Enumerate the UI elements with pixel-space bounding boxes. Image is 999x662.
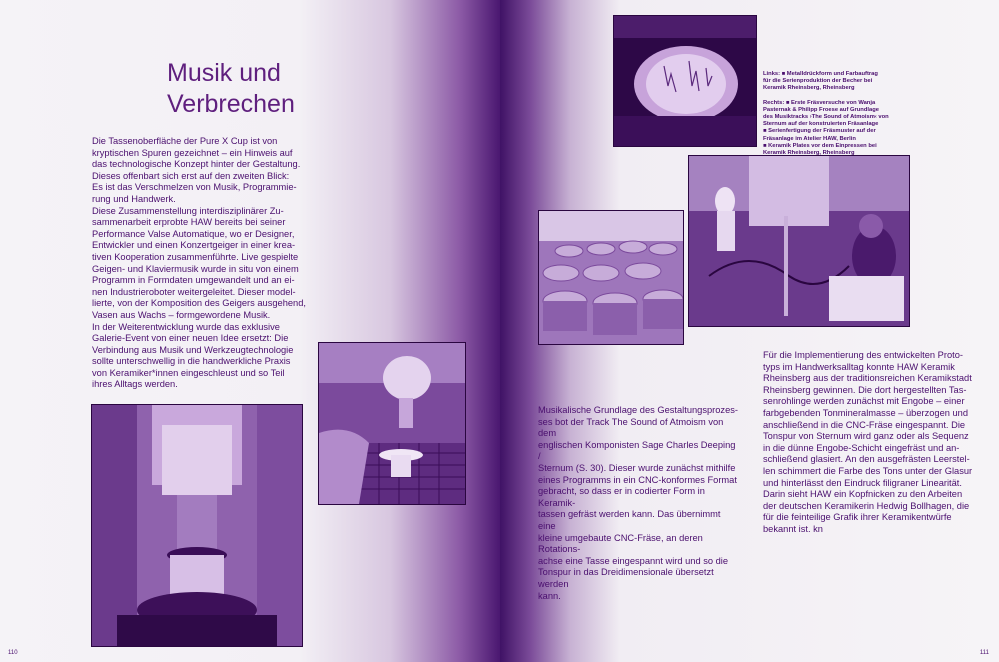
photo-clay-plates — [538, 210, 684, 345]
right-middle-body-text: Musikalische Grundlage des Gestaltungsprozes- ses bot der Track The Sound of Atmoism von dem englischen Komponisten Sage Charles Deeping / Sternum (S. 30). Dieser wurde zunächst mithilfe eines Programms in ein CNC-konformes Format gebracht, so dass er in codierter Form in Keramik- tassen gefräst werden kann. Das übernimmt eine kleine umgebaute CNC-Fräse, an deren Rotations- achse eine Tasse eingespannt wird und so die Tonspur in das Dreidimensionale übersetzt werden kann. — [538, 405, 738, 601]
right-body-text: Für die Implementierung des entwickelten Proto- typs im Handwerksalltag konnte HAW Keramik Rheinsberg aus der traditionsreichen Keramikstadt Rheinsberg gewinnen. Die dort hergestellten Tas- senrohlinge werden zunächst mit Engobe – einer farbgebenden Tonmineralmasse – überzogen und anschließend in die CNC-Fräse eingespannt. Die Tonspur von Sternum wird ganz oder als Sequenz in die dünne Engobe-Schicht eingefräst und an- schließend glasiert. An den ausgefrästen Leerstel- len schimmert die Farbe des Tons unter der Glasur und hinterlässt den Eindruck filigraner Linearität. Darin sieht HAW ein Kopfnicken zu den Arbeiten der deutschen Keramikerin Hedwig Bollhagen, die für die feinteilige Grafik ihrer Keramikentwürfe bekannt ist. kn — [763, 350, 973, 534]
page-number-right: 111 — [979, 650, 989, 656]
photo-metal-press-mold — [91, 404, 303, 647]
page-number-left: 110 — [8, 650, 18, 656]
article-title: Musik und Verbrechen — [167, 59, 295, 118]
image-caption: Links: ■ Metalldrückform und Farbauftrag für die Serienproduktion der Becher bei Keramik Rheinsberg, Rheinsberg Rechts: ■ Erste Fräsversuche von Wanja Pasternak & Philipp Froese auf Grundlage des Musiktracks ›The Sound of Atmoism‹ von Sternum auf der konstruierten Fräsanlage ■ Serienfertigung der Fräsmuster auf der Fräsanlage im Atelier HAW, Berlin ■ Keramik Plates vor dem Einpressen bei Keramik Rheinsberg, Rheinsberg — [763, 70, 889, 157]
photo-cnc-cup — [613, 15, 757, 147]
photo-spray-glazing — [318, 342, 466, 505]
photo-workshop — [688, 155, 910, 327]
left-body-text: Die Tassenoberfläche der Pure X Cup ist von kryptischen Spuren gezeichnet – ein Hinweis auf das technologische Konzept hinter der Gestaltung. Dieses offenbart sich erst auf den zweiten Blick: Es ist das Verschmelzen von Musik, Programmie- rung und Handwerk. Diese Zusammenstellung interdisziplinärer Zu- sammenarbeit erprobte HAW bereits bei seiner Performance Valse Automatique, wo er Designer, Entwickler und einen Konzertgeiger in einer krea- tiven Kooperation zusammenführte. Live gespielte Geigen- und Klaviermusik wurde in situ von einem Programm in Formdaten umgewandelt und an ei- nen Industrieroboter weitergeleitet. Dieser model- lierte, von der Komposition des Geigers ausgehend, Vasen aus Wachs – formgewordene Musik. In der Weiterentwicklung wurde das exklusive Galerie-Event von einer neuen Idee ersetzt: Die Verbindung aus Musik und Werkzeugtechnologie sollte unterschwellig in die handwerkliche Praxis von Keramiker*innen eingeschleust und so Teil ihres Alltags werden. — [92, 136, 306, 390]
